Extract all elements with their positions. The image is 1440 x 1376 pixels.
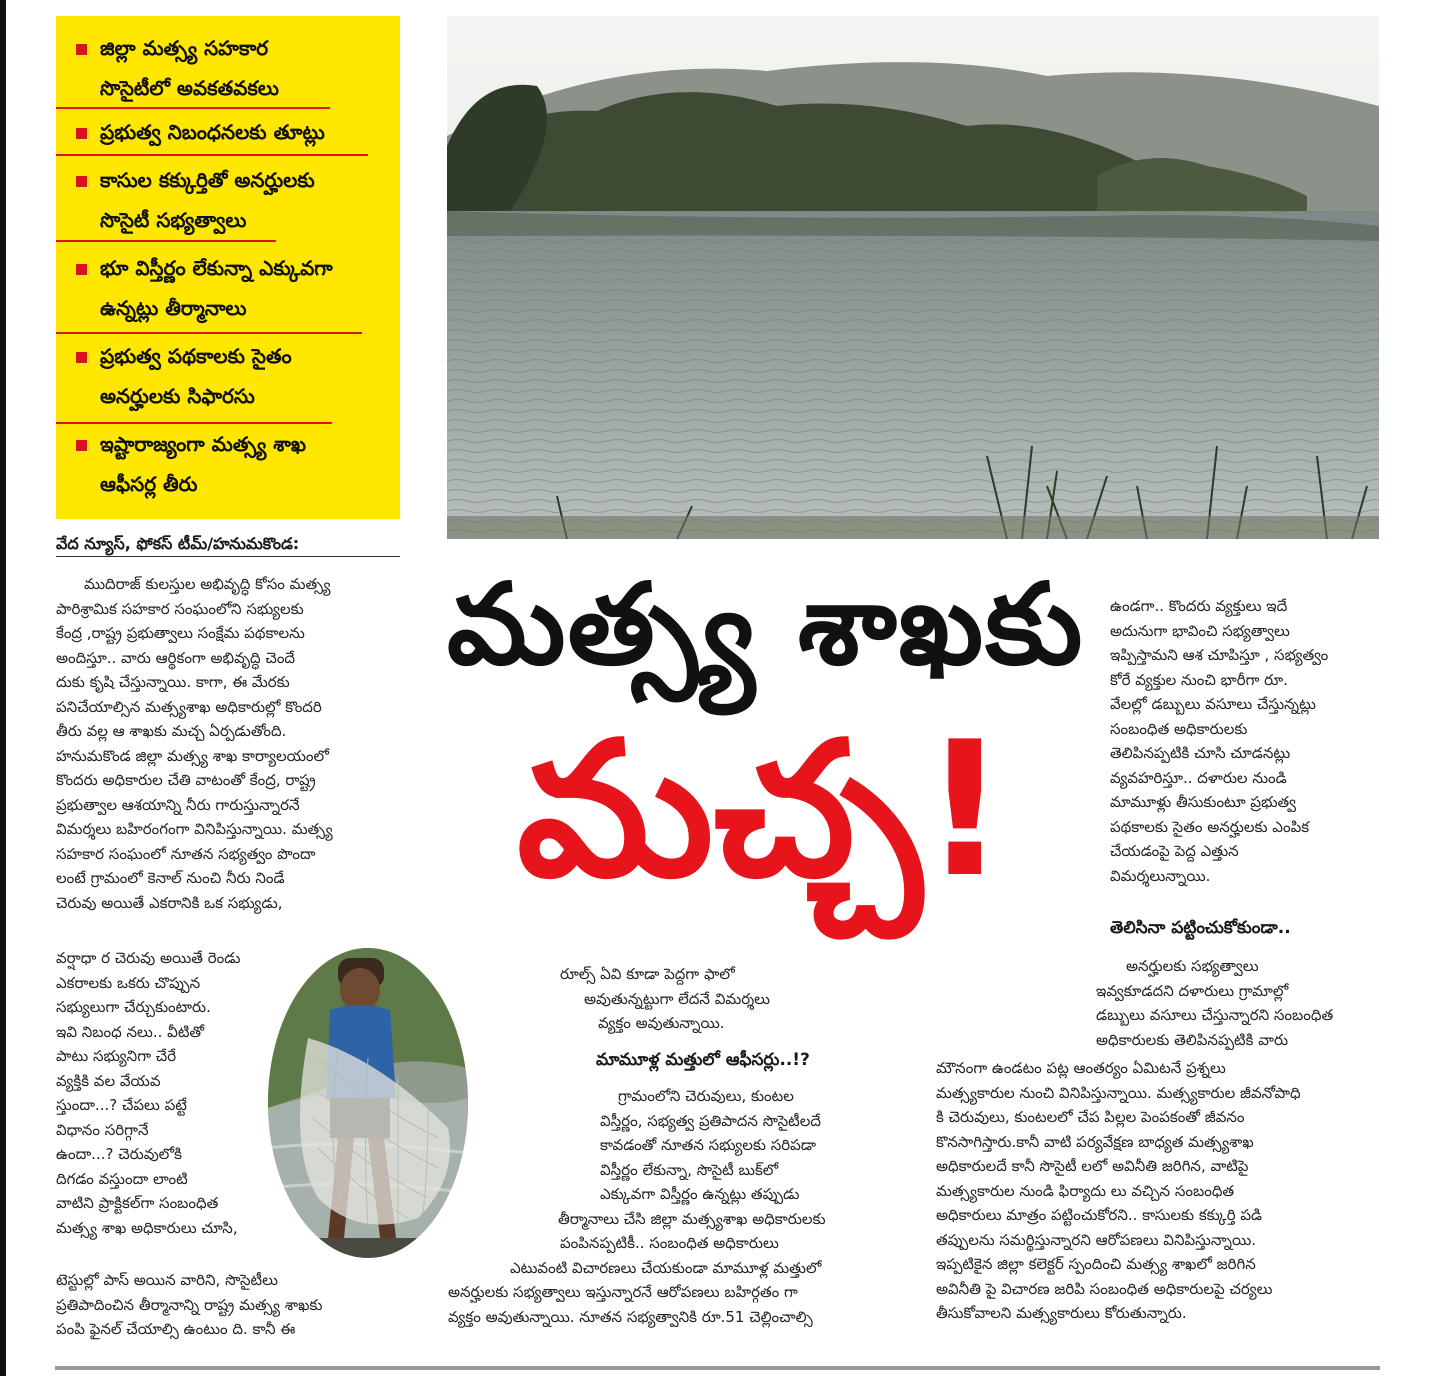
page-left-rule [0,0,6,1376]
text-line: పనిచేయాల్సిన మత్స్యశాఖ అధికారుల్లో కొందరి [56,697,322,716]
text-line: మత్స్య శాఖ అధికారులు చూసి, [56,1218,238,1237]
text-line: వర్షాధా ర చెరువు అయితే రెండు [56,949,241,967]
column-3-wide-text [936,1056,1380,1326]
text-line: తీర్మానాలు చేసి జిల్లా మత్స్యశాఖ అధికారులకు [558,1209,826,1228]
bullet-icon [76,176,87,187]
text-line: సభ్యులుగా చేర్చుకుంటారు. [56,998,211,1016]
headline-line-1: మత్స్య శాఖకు [447,560,1085,690]
highlight-line: అనర్హులకు సిఫారసు [100,384,255,408]
bullet-icon [76,440,87,451]
text-line: విస్తీర్ణం లేకున్నా, సొసైటీ బుక్‌లో [600,1160,779,1179]
text-line: కొందరు అధికారుల చేతి వాటంతో కేంద్ర, రాష్ట్ర [56,771,316,789]
text-line: డబ్బులు వసూలు చేస్తున్నారని సంబంధిత [1096,1006,1334,1024]
text-line: అవుతున్నట్టుగా లేదనే విమర్శలు [584,989,770,1008]
text-line: ఎక్కువగా విస్తీర్ణం ఉన్నట్లు తప్పుడు [600,1185,800,1203]
bullet-icon [76,264,87,275]
text-line: ఉండగా.. కొందరు వ్యక్తులు ఇదే [1110,597,1288,615]
text-line: చెరువు అయితే ఎకరానికి ఒక సభ్యుడు, [56,893,283,912]
bullet-icon [76,44,87,55]
text-line: దుకు కృషి చేస్తున్నాయి. కాగా, ఈ మేరకు [56,673,290,691]
text-line: ఉందా...? చెరువులోకి [56,1145,183,1163]
text-line: తీరు వల్ల ఆ శాఖకు మచ్చ ఏర్పడుతోంది. [56,722,287,740]
text-line: స్తుందా...? చేపలు పట్టే [56,1096,187,1114]
text-line: అనర్హులకు సభ్యత్వాలు ఇస్తున్నారనే ఆరోపణలు బహిర్గతం గా [448,1283,798,1301]
text-line: అధికారులు మాత్రం పట్టించుకోరని.. కాసులకు కక్కుర్తి పడి [936,1206,1263,1224]
highlight-divider [56,332,362,334]
text-line: కొనసాగిస్తారు.కానీ వాటి పర్యవేక్షణ బాధ్యత మత్స్యశాఖ [936,1132,1254,1151]
text-line: కేంద్ర ,రాష్ట్ర ప్రభుత్వాలు సంక్షేమ పథకాలను [56,624,305,642]
column-2-top-text [560,962,840,1036]
text-line: పాటు సభ్యునిగా చేరే [56,1047,177,1065]
text-line: ఎకరాలకు ఒకరు చొప్పున [56,973,201,992]
highlight-line: భూ విస్తీర్ణం లేకున్నా ఎక్కువగా [100,256,333,280]
text-line: వ్యక్తికి వల వేయవ [56,1071,161,1090]
highlight-divider [56,107,330,109]
text-line: కి చెరువులు, కుంటలలో చేప పిల్లల పెంపకంతో జీవనం [936,1108,1245,1126]
text-line: మత్స్యకారుల నుంచి వినిపిస్తున్నాయి. మత్స్యకారుల జీవనోపాధి [936,1083,1301,1102]
text-line: ముదిరాజ్ కులస్తుల అభివృద్ధి కోసం మత్స్య [84,575,331,593]
text-line: ప్రతిపాదించిన తీర్మానాన్ని రాష్ట్ర మత్స్య శాఖకు [56,1295,323,1314]
column-3-top-text [1110,594,1380,888]
text-line: ఇప్పిస్తామని ఆశ చూపిస్తూ , సభ్యత్వం [1110,646,1329,664]
text-line: విమర్శలు బహిరంగంగా వినిపిస్తున్నాయి. మత్స్య [56,820,333,838]
highlight-divider [56,240,276,242]
highlight-line: ఆఫీసర్ల తీరు [100,472,198,496]
text-line: తప్పులను సమర్థిస్తున్నారని ఆరోపణలు వినిపిస్తున్నాయి. [936,1230,1257,1249]
highlight-line: సొసైటీలో అవకతవకలు [100,76,279,100]
text-line: గ్రామంలోని చెరువులు, కుంటల [618,1087,794,1105]
column-2-text [448,1084,890,1329]
text-line: పంపినప్పటికీ.. సంబంధిత అధికారులు [560,1234,779,1252]
column-1-narrow-text [56,946,266,1240]
headline-line-2: మచ్చ! [516,701,1008,918]
subhead-ignored: తెలిసినా పట్టించుకోకుండా.. [1110,918,1291,938]
text-line: పథకాలకు సైతం అనర్హులకు ఎంపిక [1110,817,1310,836]
page-bottom-rule [55,1366,1380,1370]
text-line: అందిస్తూ.. వారు ఆర్థికంగా అభివృద్ధి చెందే [56,648,296,667]
text-line: లంటే గ్రామంలో కెనాల్ నుంచి నీరు నిండే [56,869,285,887]
text-line: వాటిని ప్రాక్టికల్‌గా సంబంధిత [56,1194,219,1212]
highlights-box [56,16,400,519]
bullet-icon [76,128,87,139]
column-3-mid-text [1096,954,1380,1052]
text-line: సహకార సంఘంలో నూతన సభ్యత్వం పొందా [56,844,316,863]
text-line: పంపి ఫైనల్ చేయాల్సి ఉంటుం ది. కానీ ఈ [56,1320,296,1338]
text-line: అధికారులదే కానీ సొసైటీ లలో అవినీతి జరిగిన, వాటిపై [936,1157,1249,1175]
highlight-line: జిల్లా మత్స్య సహకార [100,36,269,60]
text-line: వ్యక్తం అవుతున్నాయి. నూతన సభ్యత్వానికి రూ.51 చెల్లించాల్సి [448,1307,813,1326]
byline-rule [56,556,400,557]
text-line: మౌనంగా ఉండటం పట్ల ఆంతర్యం ఏమిటనే ప్రశ్నలు [936,1059,1226,1077]
text-line: హనుమకొండ జిల్లా మత్స్య శాఖ కార్యాలయంలో [56,746,329,765]
bullet-icon [76,352,87,363]
subhead-officers: మామూళ్ల మత్తులో ఆఫీసర్లు..!? [596,1050,810,1070]
byline: వేద న్యూస్, ఫోకస్ టీమ్/హనుమకొండ: [56,534,300,553]
highlight-divider [56,154,368,156]
text-line: వేలల్లో డబ్బులు వసూలు చేస్తున్నట్లు [1110,695,1316,713]
text-line: విస్తీర్ణం, సభ్యత్వ ప్రతిపాదన సొసైటీలదే [600,1111,821,1130]
highlight-line: ఉన్నట్లు తీర్మానాలు [100,296,247,320]
text-line: రూల్స్ ఏవి కూడా పెద్దగా ఫాలో [560,965,735,983]
text-line: మత్స్యకారుల నుండి ఫిర్యాదు లు వచ్చిన సంబంధిత [936,1181,1235,1200]
text-line: అవినీతి పై విచారణ జరిపి సంబంధిత అధికారులపై చర్యలు [936,1279,1273,1298]
text-line: ఎటువంటి విచారణలు చేయకుండా మామూళ్ల మత్తులో [510,1258,822,1277]
highlight-line: ప్రభుత్వ నిబంధనలకు తూట్లు [100,120,325,144]
text-line: తెలిపినప్పటికి చూసి చూడనట్లు [1110,744,1291,762]
text-line: టెస్టుల్లో పాస్ అయిన వారిని, సొసైటీలు [56,1271,278,1289]
highlight-line: సొసైటీ సభ్యత్వాలు [100,208,247,232]
text-line: మామూళ్లు తీసుకుంటూ ప్రభుత్వ [1110,793,1296,811]
text-line: ఇవ్వకూడదని దళారులు గ్రామాల్లో [1096,981,1289,1000]
highlight-line: ఇష్టారాజ్యంగా మత్స్య శాఖ [100,432,306,456]
text-line: చేయడంపై పెద్ద ఎత్తున [1110,842,1239,860]
text-line: విధానం సరిగ్గానే [56,1120,149,1139]
highlight-line: కాసుల కక్కుర్తితో అనర్హులకు [100,168,315,192]
text-line: దిగడం వస్తుందా లాంటి [56,1169,188,1188]
column-1-tail-text [56,1268,400,1342]
text-line: ఇప్పటికైన జిల్లా కలెక్టర్ స్పందించి మత్స్య శాఖలో జరిగిన [936,1255,1256,1273]
text-line: కావడంతో నూతన సభ్యులకు సరిపడా [600,1136,817,1154]
text-line: ప్రభుత్వాల ఆశయాన్ని నీరు గారుస్తున్నారనే [56,795,300,814]
text-line: వ్యక్తం అవుతున్నాయి. [598,1014,725,1032]
text-line: పారిశ్రామిక సహకార సంఘంలోని సభ్యులకు [56,599,304,618]
text-line: తీసుకోవాలని మత్స్యకారులు కోరుతున్నారు. [936,1304,1187,1322]
highlight-line: ప్రభుత్వ పథకాలకు సైతం [100,344,292,368]
text-line: అధికారులకు తెలిపినప్పటికి వారు [1096,1030,1289,1049]
highlight-divider [56,422,332,424]
text-line: సంబంధిత అధికారులకు [1110,719,1248,738]
text-line: అదునుగా భావించి సభ్యత్వాలు [1110,621,1290,640]
text-line: వ్యవహరిస్తూ.. దళారుల నుండి [1110,768,1287,787]
text-line: ఇవి నిబంధ నలు.. వీటితో [56,1022,205,1041]
fisherman-net-photo [268,948,468,1258]
lake-photo [447,16,1379,539]
column-1-text [56,572,400,915]
text-line: అనర్హులకు సభ్యత్వాలు [1126,957,1259,975]
text-line: విమర్శలున్నాయి. [1110,866,1211,885]
text-line: కోరే వ్యక్తుల నుంచి భారీగా రూ. [1110,670,1288,689]
